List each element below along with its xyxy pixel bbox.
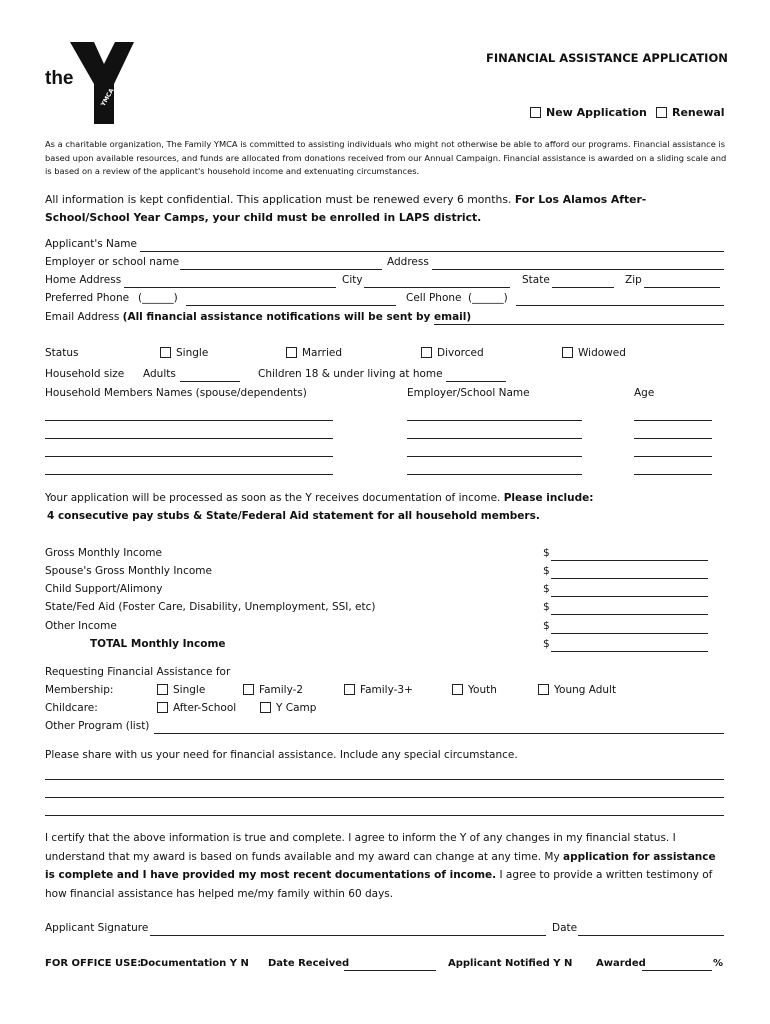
email-field[interactable] (434, 324, 724, 325)
city-field[interactable] (364, 287, 510, 288)
status-widowed-checkbox[interactable]: Widowed (562, 347, 626, 359)
membership-label: Membership: (45, 684, 114, 696)
childcare-after-school-checkbox[interactable]: After-School (157, 702, 236, 714)
checkbox-box[interactable] (243, 684, 254, 695)
ymca-logo (40, 36, 140, 126)
checkbox-box[interactable] (157, 684, 168, 695)
income-field[interactable] (551, 614, 708, 615)
checkbox-box[interactable] (344, 684, 355, 695)
applicant-name-field[interactable] (140, 251, 724, 252)
checkbox-box[interactable] (562, 347, 573, 358)
signature-field[interactable] (150, 935, 546, 936)
adults-label: Adults (143, 368, 176, 380)
membership-youth-checkbox[interactable]: Youth (452, 684, 497, 696)
confidential-paragraph: All information is kept confidential. This application must be renewed every 6 months. For Los Alamos After-School/School Year Camps, your child must be enrolled in LAPS district. (45, 193, 647, 224)
office-awarded-field[interactable] (642, 970, 712, 971)
checkbox-box[interactable] (452, 684, 463, 695)
children-label: Children 18 & under living at home (258, 368, 443, 380)
dollar-sign: $ (543, 565, 550, 577)
checkbox-box[interactable] (538, 684, 549, 695)
status-label: Status (45, 347, 79, 359)
income-field[interactable] (551, 633, 708, 634)
member-line-3[interactable] (45, 456, 333, 457)
membership-family2-checkbox[interactable]: Family-2 (243, 684, 303, 696)
checkbox-box[interactable] (530, 107, 541, 118)
office-documentation: Documentation Y N (140, 958, 249, 969)
income-field[interactable] (551, 560, 708, 561)
income-row-label: Child Support/Alimony (45, 583, 163, 595)
email-label: Email Address (All financial assistance notifications will be sent by email) (45, 311, 472, 323)
age-header: Age (634, 387, 655, 399)
new-application-checkbox[interactable]: New Application (530, 106, 647, 119)
membership-young-adult-checkbox[interactable]: Young Adult (538, 684, 616, 696)
requesting-title: Requesting Financial Assistance for (45, 666, 231, 678)
logo-ymca-text: YMCA (99, 87, 116, 108)
intro-paragraph: As a charitable organization, The Family YMCA is committed to assisting individuals who might not otherwise be able to afford our programs. Financial assistance is based upon available resources, and funds are allocated from donations received from our Annual Campaign. Financial assistance is awarded on a sliding scale and is based on a review of the applicant's household income and extenuating circumstances. (45, 139, 727, 176)
signature-label: Applicant Signature (45, 922, 149, 934)
dollar-sign: $ (543, 601, 550, 613)
adults-field[interactable] (180, 381, 240, 382)
address-label: Address (387, 256, 429, 268)
preferred-phone-area: (______) (138, 292, 178, 304)
status-married-checkbox[interactable]: Married (286, 347, 342, 359)
checkbox-box[interactable] (160, 347, 171, 358)
state-field[interactable] (552, 287, 614, 288)
member-age-line-2[interactable] (634, 438, 712, 439)
member-age-line-3[interactable] (634, 456, 712, 457)
status-divorced-checkbox[interactable]: Divorced (421, 347, 484, 359)
certify-paragraph: I certify that the above information is true and complete. I agree to inform the Y of any changes in my financial status. I understand that my award is based on funds available and my award can change at any time. My application for assistance is complete and I have provided my most recent documentations of income. I agree to provide a written testimony of how financial assistance has helped me/my family within 60 days. (45, 832, 716, 900)
status-single-checkbox[interactable]: Single (160, 347, 208, 359)
cell-phone-label: Cell Phone (406, 292, 462, 304)
state-label: State (522, 274, 550, 286)
member-line-2[interactable] (45, 438, 333, 439)
childcare-label: Childcare: (45, 702, 98, 714)
need-line-1[interactable] (45, 779, 724, 780)
dollar-sign: $ (543, 583, 550, 595)
income-field[interactable] (551, 596, 708, 597)
cell-phone-area: (______) (468, 292, 508, 304)
household-size-label: Household size (45, 368, 125, 380)
dollar-sign: $ (543, 620, 550, 632)
total-income-field[interactable] (551, 651, 708, 652)
office-use-label: FOR OFFICE USE: (45, 958, 142, 969)
address-field[interactable] (432, 269, 724, 270)
y-logo-icon (68, 38, 136, 126)
income-field[interactable] (551, 578, 708, 579)
membership-single-checkbox[interactable]: Single (157, 684, 205, 696)
member-age-line-1[interactable] (634, 420, 712, 421)
membership-family3-checkbox[interactable]: Family-3+ (344, 684, 413, 696)
applicant-name-label: Applicant's Name (45, 238, 137, 250)
date-label: Date (552, 922, 578, 934)
dollar-sign: $ (543, 638, 550, 650)
logo-the-text: the (45, 68, 74, 89)
other-program-label: Other Program (list) (45, 720, 150, 732)
checkbox-box[interactable] (421, 347, 432, 358)
preferred-phone-field[interactable] (186, 305, 396, 306)
income-row-label: Other Income (45, 620, 117, 632)
checkbox-box[interactable] (157, 702, 168, 713)
office-awarded: Awarded (596, 958, 646, 969)
office-applicant-notified: Applicant Notified Y N (448, 958, 573, 969)
income-note-requirement: 4 consecutive pay stubs & State/Federal Aid statement for all household members. (47, 510, 540, 522)
need-prompt: Please share with us your need for financial assistance. Include any special circumstance. (45, 749, 518, 761)
cell-phone-field[interactable] (516, 305, 724, 306)
office-date-received-field[interactable] (344, 970, 436, 971)
preferred-phone-label: Preferred Phone (45, 292, 130, 304)
home-address-field[interactable] (124, 287, 336, 288)
office-percent: % (713, 958, 724, 969)
children-field[interactable] (446, 381, 506, 382)
home-address-label: Home Address (45, 274, 122, 286)
member-line-4[interactable] (45, 474, 333, 475)
page-title: FINANCIAL ASSISTANCE APPLICATION (486, 51, 728, 65)
need-line-2[interactable] (45, 797, 724, 798)
employer-field[interactable] (180, 269, 382, 270)
childcare-y-camp-checkbox[interactable]: Y Camp (260, 702, 316, 714)
zip-label: Zip (625, 274, 642, 286)
checkbox-box[interactable] (260, 702, 271, 713)
member-employer-line-1[interactable] (407, 420, 582, 421)
income-row-label: State/Fed Aid (Foster Care, Disability, Unemployment, SSI, etc) (45, 601, 376, 613)
employer-label: Employer or school name (45, 256, 180, 268)
income-note: Your application will be processed as soon as the Y receives documentation of income. Please include: (45, 492, 594, 504)
income-row-label: Gross Monthly Income (45, 547, 162, 559)
employer-school-header: Employer/School Name (407, 387, 530, 399)
income-row-label: Spouse's Gross Monthly Income (45, 565, 212, 577)
checkbox-box[interactable] (286, 347, 297, 358)
zip-field[interactable] (644, 287, 720, 288)
office-date-received: Date Received (268, 958, 350, 969)
member-employer-line-2[interactable] (407, 438, 582, 439)
total-income-label: TOTAL Monthly Income (90, 638, 226, 650)
dollar-sign: $ (543, 547, 550, 559)
date-field[interactable] (578, 935, 724, 936)
checkbox-box[interactable] (656, 107, 667, 118)
city-label: City (342, 274, 363, 286)
other-program-field[interactable] (154, 733, 724, 734)
need-line-3[interactable] (45, 815, 724, 816)
member-age-line-4[interactable] (634, 474, 712, 475)
member-employer-line-3[interactable] (407, 456, 582, 457)
renewal-checkbox[interactable]: Renewal (656, 106, 725, 119)
members-header: Household Members Names (spouse/dependents) (45, 387, 307, 399)
member-line-1[interactable] (45, 420, 333, 421)
member-employer-line-4[interactable] (407, 474, 582, 475)
